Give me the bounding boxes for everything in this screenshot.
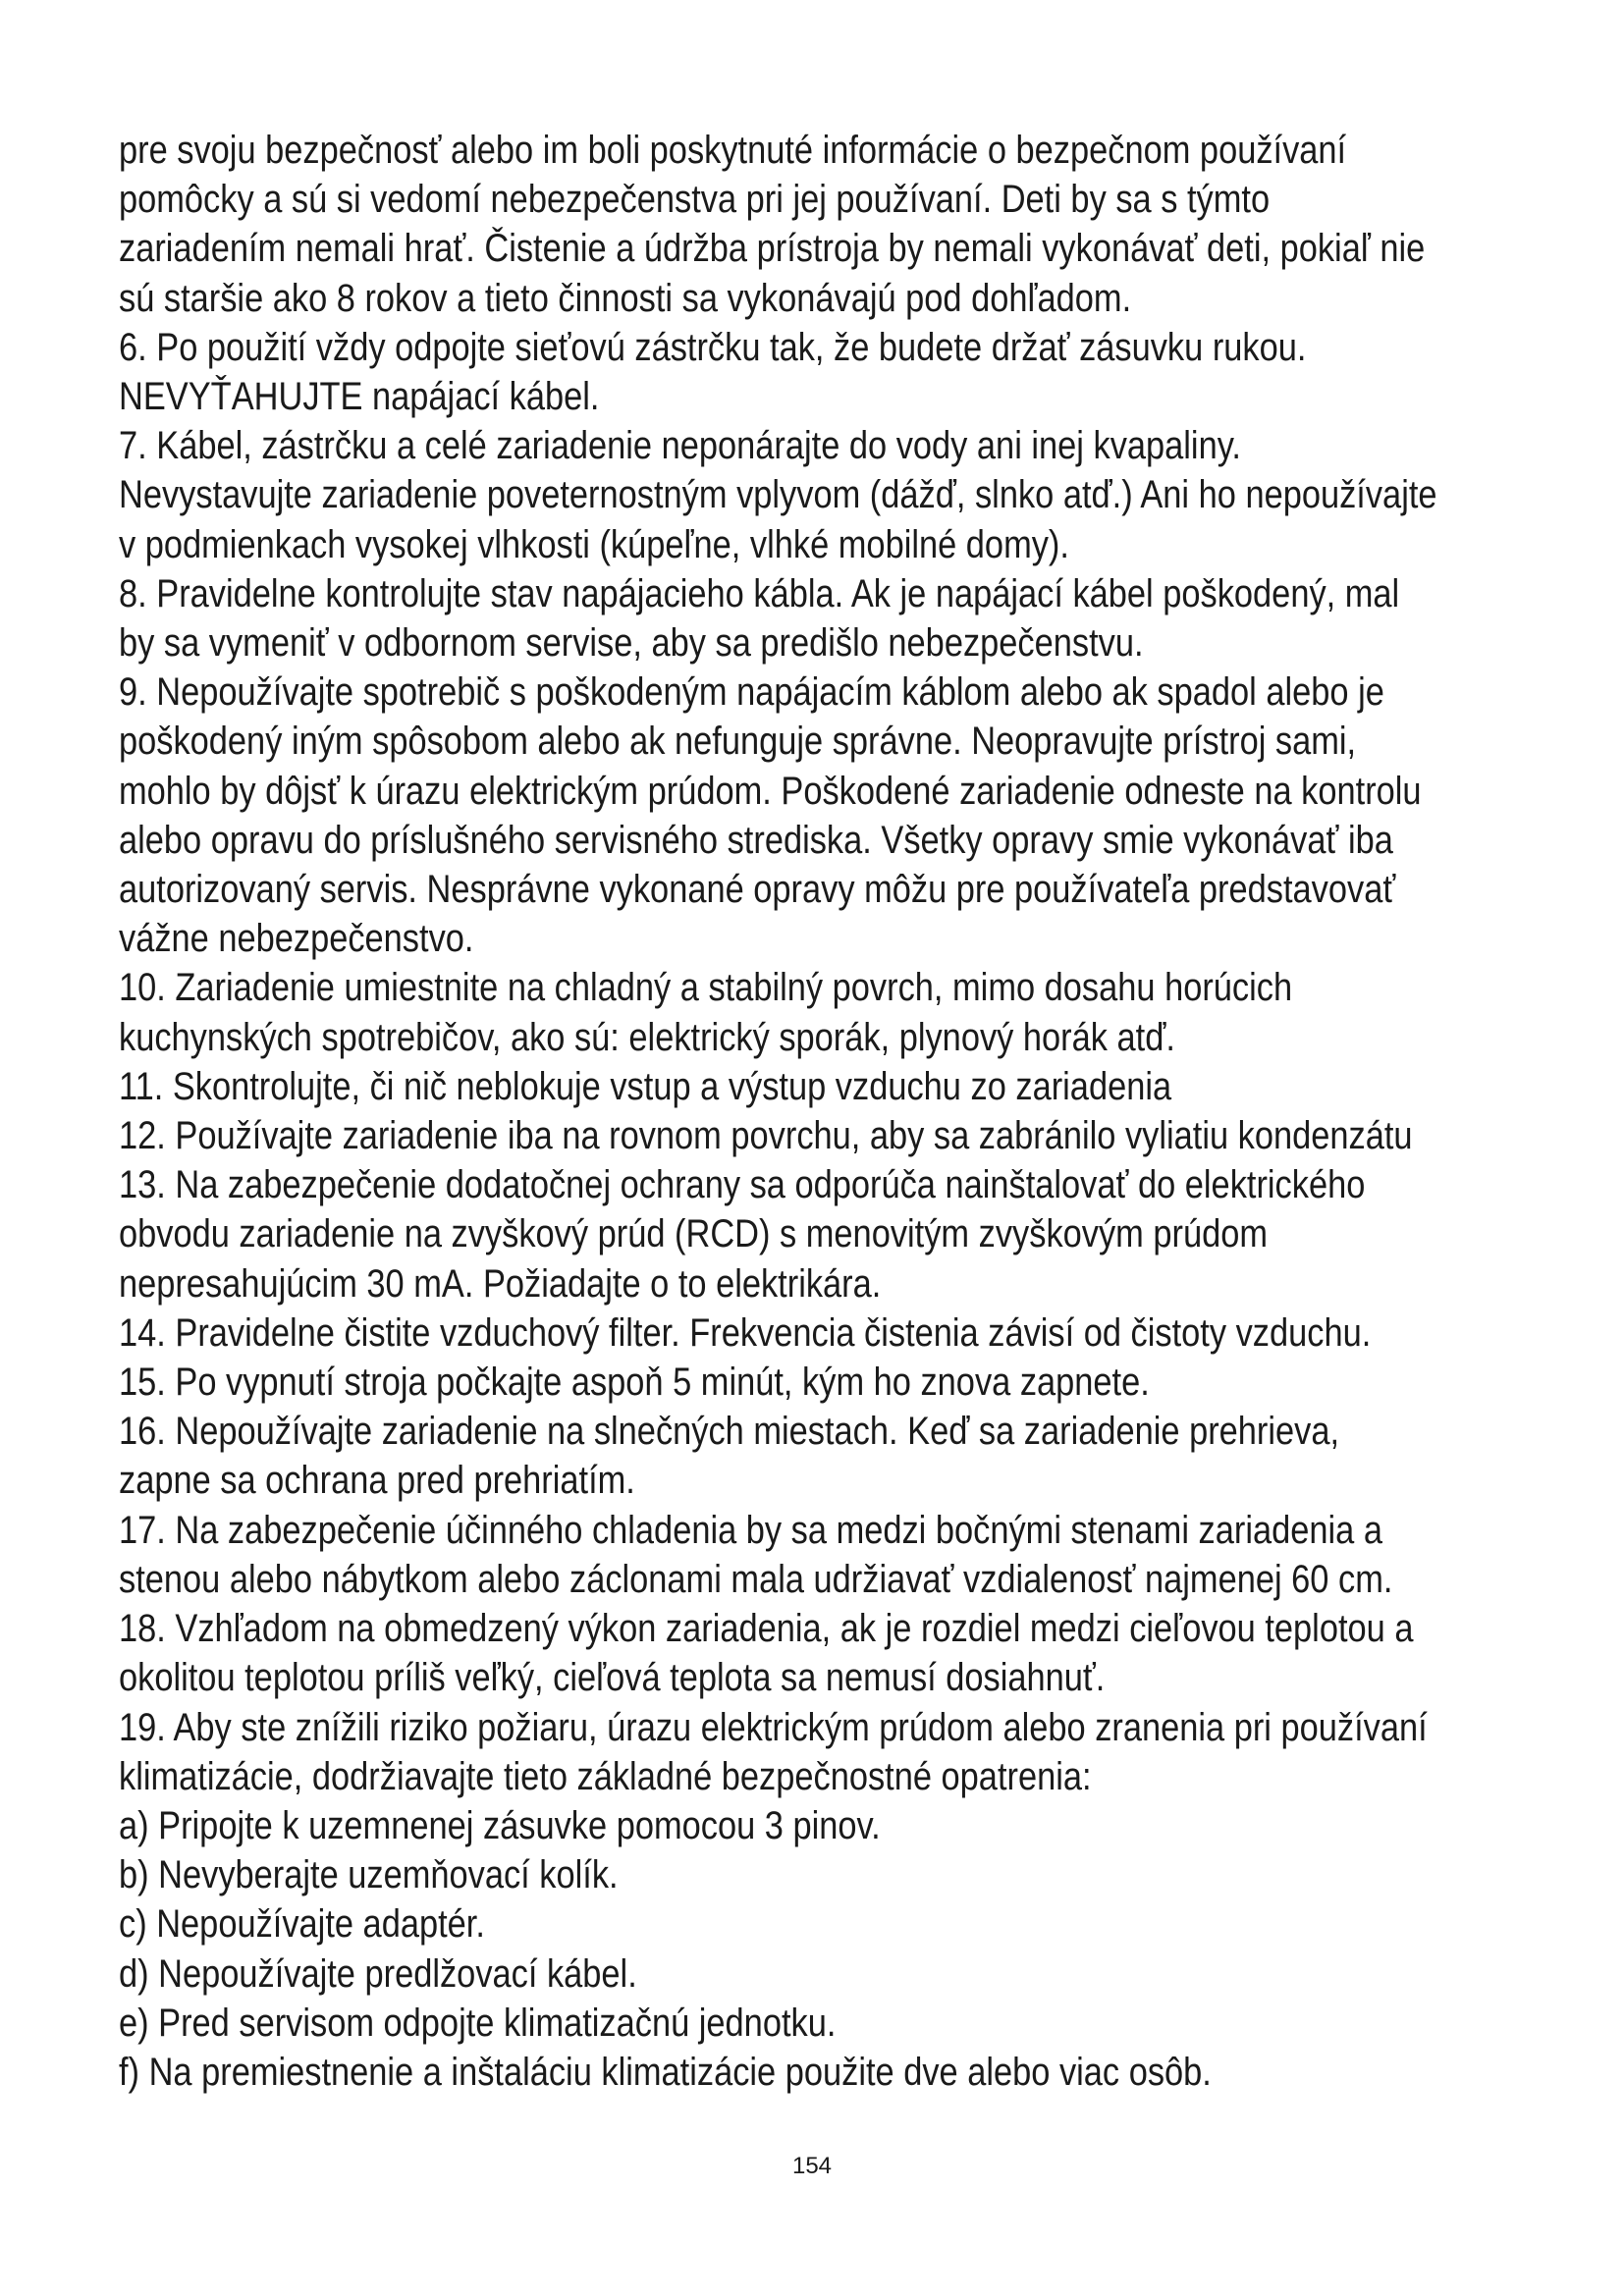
text-line: NEVYŤAHUJTE napájací kábel. — [119, 375, 600, 419]
item-9-line: 9. Nepoužívajte spotrebič s poškodeným napájacím káblom alebo ak spadol alebo je — [119, 670, 1384, 715]
sub-item-a: a) Pripojte k uzemnenej zásuvke pomocou 3 pinov. — [119, 1803, 881, 1847]
page-number: 154 — [791, 2153, 833, 2179]
text-line: nepresahujúcim 30 mA. Požiadajte o to elektrikára. — [119, 1261, 882, 1306]
sub-item-b: b) Nevyberajte uzemňovací kolík. — [119, 1853, 619, 1897]
item-13-line: 13. Na zabezpečenie dodatočnej ochrany sa odporúča nainštalovať do elektrického — [119, 1163, 1366, 1207]
sub-item-c: c) Nepoužívajte adaptér. — [119, 1902, 485, 1947]
sub-item-d: d) Nepoužívajte predlžovací kábel. — [119, 1951, 637, 1996]
text-line: vážne nebezpečenstvo. — [119, 917, 474, 961]
item-18-line: 18. Vzhľadom na obmedzený výkon zariadenia, ak je rozdiel medzi cieľovou teplotou a — [119, 1607, 1414, 1651]
text-line: Nevystavujte zariadenie poveternostným vplyvom (dážď, slnko atď.) Ani ho nepoužívajte — [119, 473, 1437, 517]
text-line: pre svoju bezpečnosť alebo im boli poskytnuté informácie o bezpečnom používaní — [119, 129, 1347, 172]
sub-item-f: f) Na premiestnenie a inštaláciu klimatizácie použite dve alebo viac osôb. — [119, 2050, 1212, 2094]
item-8-line: 8. Pravidelne kontrolujte stav napájacieho kábla. Ak je napájací kábel poškodený, mal — [119, 571, 1400, 615]
text-line: pomôcky a sú si vedomí nebezpečenstva pri jej používaní. Deti by sa s týmto — [119, 178, 1271, 222]
text-line: alebo opravu do príslušného servisného strediska. Všetky opravy smie vykonávať iba — [119, 818, 1393, 862]
text-line: kuchynských spotrebičov, ako sú: elektrický sporák, plynový horák atď. — [119, 1015, 1175, 1059]
text-line: zapne sa ochrana pred prehriatím. — [119, 1459, 635, 1503]
text-line: autorizovaný servis. Nesprávne vykonané opravy môžu pre používateľa predstavovať — [119, 868, 1396, 912]
item-11-line: 11. Skontrolujte, či nič neblokuje vstup a výstup vzduchu zo zariadenia — [119, 1064, 1172, 1108]
item-14-line: 14. Pravidelne čistite vzduchový filter. Frekvencia čistenia závisí od čistoty vzduchu. — [119, 1310, 1372, 1355]
item-7-line: 7. Kábel, zástrčku a celé zariadenie neponárajte do vody ani inej kvapaliny. — [119, 424, 1241, 468]
sub-item-e: e) Pred servisom odpojte klimatizačnú jednotku. — [119, 2001, 837, 2045]
text-line: stenou alebo nábytkom alebo záclonami mala udržiavať vzdialenosť najmenej 60 cm. — [119, 1557, 1393, 1601]
text-line: okolitou teplotou príliš veľký, cieľová teplota sa nemusí dosiahnuť. — [119, 1656, 1106, 1700]
item-17-line: 17. Na zabezpečenie účinného chladenia by sa medzi bočnými stenami zariadenia a — [119, 1508, 1382, 1552]
text-line: klimatizácie, dodržiavajte tieto základné bezpečnostné opatrenia: — [119, 1754, 1092, 1798]
text-line: mohlo by dôjsť k úrazu elektrickým prúdom. Poškodené zariadenie odneste na kontrolu — [119, 769, 1422, 813]
text-line: obvodu zariadenie na zvyškový prúd (RCD) s menovitým zvyškovým prúdom — [119, 1212, 1269, 1256]
text-line: sú staršie ako 8 rokov a tieto činnosti sa vykonávajú pod dohľadom. — [119, 276, 1132, 320]
text-line: poškodený iným spôsobom alebo ak nefunguje správne. Neopravujte prístroj sami, — [119, 720, 1357, 764]
item-16-line: 16. Nepoužívajte zariadenie na slnečných miestach. Keď sa zariadenie prehrieva, — [119, 1410, 1340, 1454]
item-12-line: 12. Používajte zariadenie iba na rovnom povrchu, aby sa zabránilo vyliatiu kondenzátu — [119, 1114, 1413, 1158]
item-19-line: 19. Aby ste znížili riziko požiaru, úrazu elektrickým prúdom alebo zranenia pri používaní — [119, 1705, 1428, 1749]
text-line: v podmienkach vysokej vlhkosti (kúpeľne, vlhké mobilné domy). — [119, 522, 1069, 566]
item-15-line: 15. Po vypnutí stroja počkajte aspoň 5 minút, kým ho znova zapnete. — [119, 1361, 1150, 1405]
text-line: zariadením nemali hrať. Čistenie a údržba prístroja by nemali vykonávať deti, pokiaľ nie — [119, 227, 1426, 271]
item-6-line: 6. Po použití vždy odpojte sieťovú zástrčku tak, že budete držať zásuvku rukou. — [119, 325, 1307, 369]
item-10-line: 10. Zariadenie umiestnite na chladný a stabilný povrch, mimo dosahu horúcich — [119, 966, 1293, 1010]
text-line: by sa vymeniť v odbornom servise, aby sa predišlo nebezpečenstvu. — [119, 621, 1144, 666]
body-text — [119, 126, 1437, 2097]
